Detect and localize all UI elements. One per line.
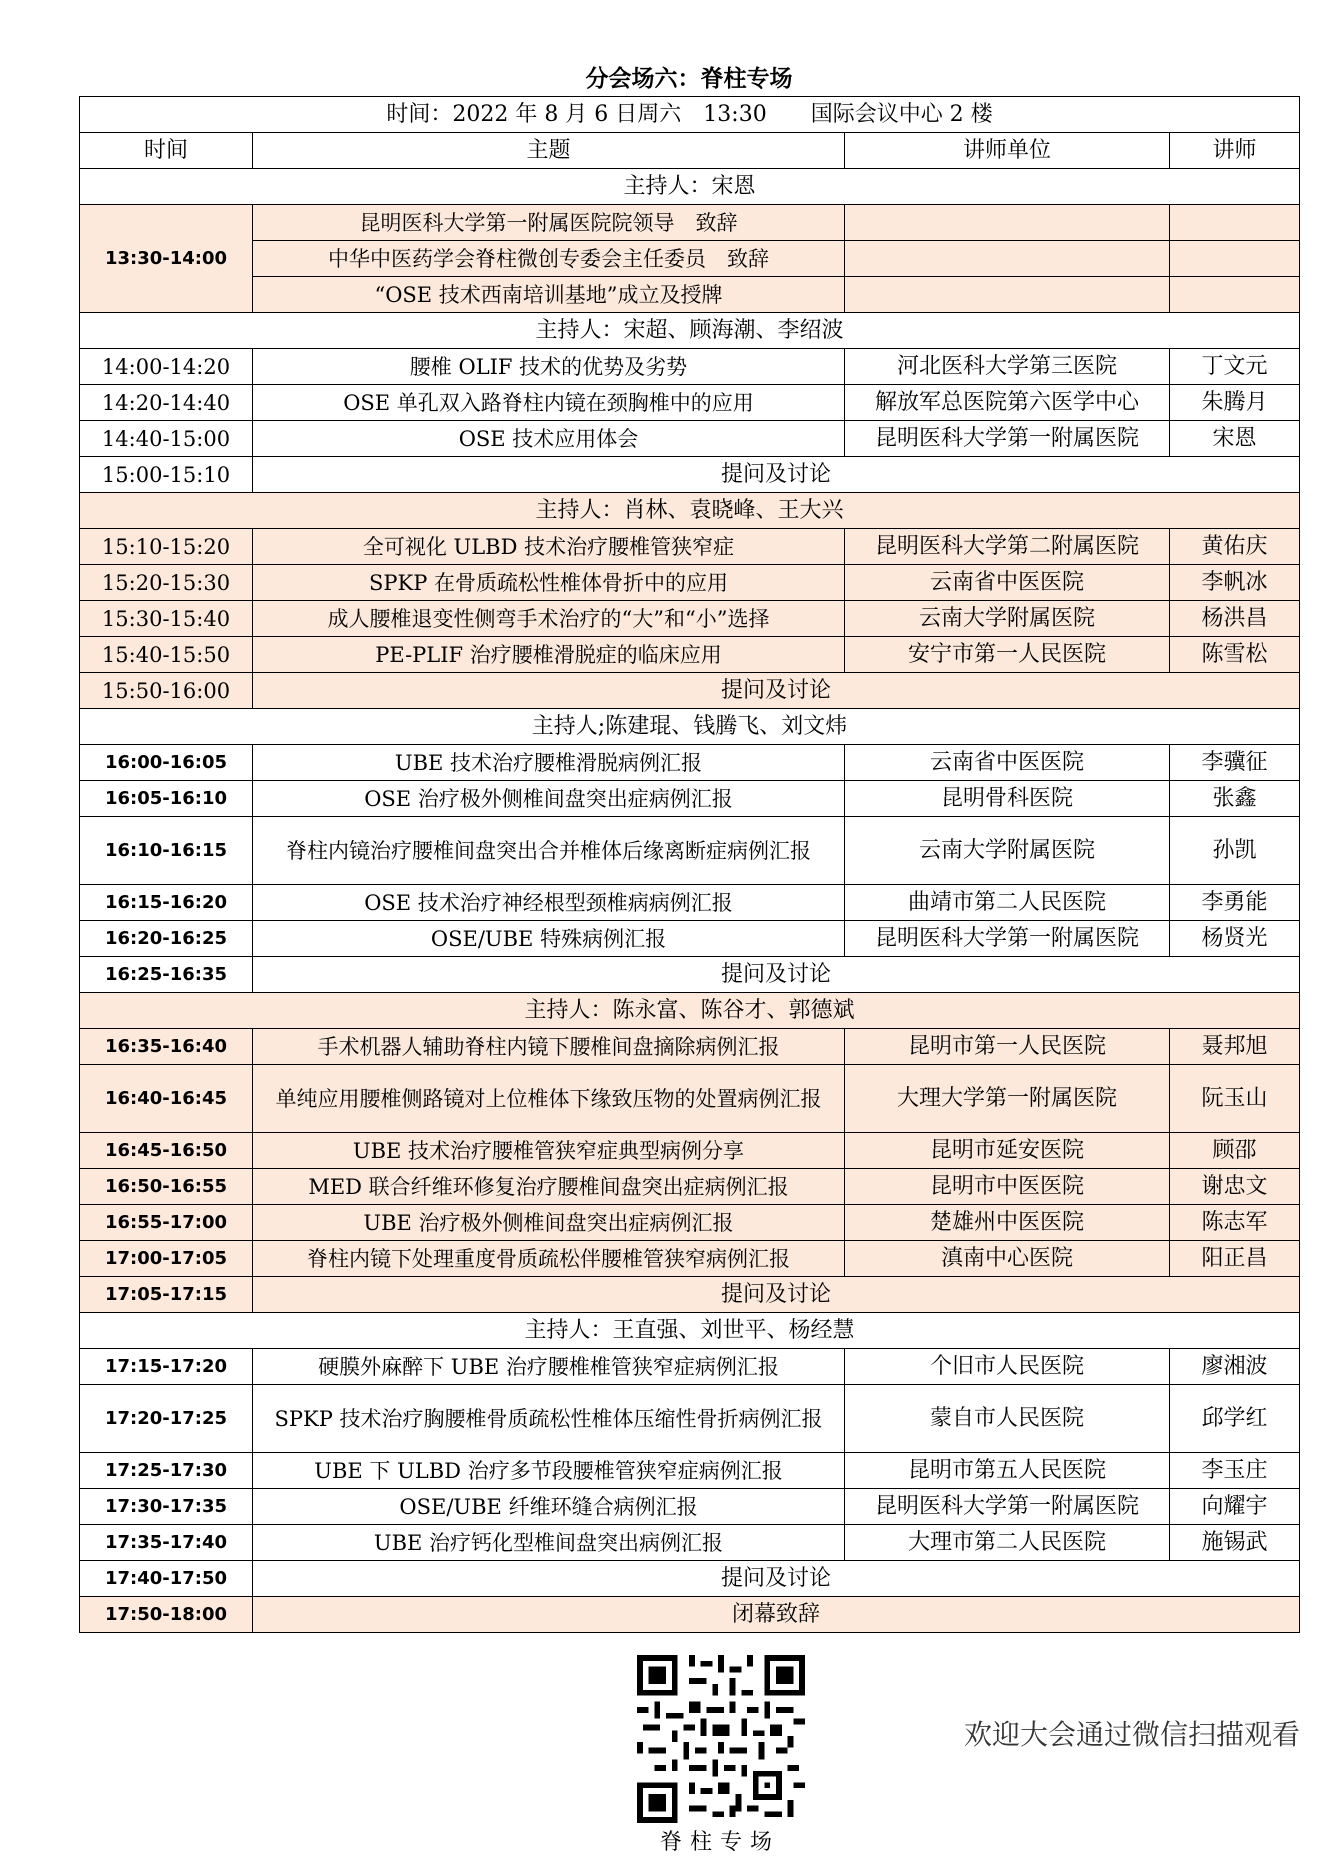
time-cell: 16:50-16:55 <box>80 1169 253 1205</box>
table-row <box>80 1169 1300 1205</box>
unit-cell: 云南大学附属医院 <box>845 601 1170 637</box>
speaker-cell: 李勇能 <box>1170 885 1300 921</box>
topic-cell: 硬膜外麻醉下 UBE 治疗腰椎椎管狭窄症病例汇报 <box>253 1349 845 1385</box>
time-cell: 16:00-16:05 <box>80 745 253 781</box>
header-speaker: 讲师 <box>1170 133 1300 169</box>
schedule-table <box>79 96 1300 1633</box>
discussion-cell: 提问及讨论 <box>253 1277 1300 1313</box>
table-row <box>80 1385 1300 1453</box>
topic-cell: OSE 单孔双入路脊柱内镜在颈胸椎中的应用 <box>253 385 845 421</box>
time-cell: 15:20-15:30 <box>80 565 253 601</box>
unit-cell: 安宁市第一人民医院 <box>845 637 1170 673</box>
topic-cell: 成人腰椎退变性侧弯手术治疗的“大”和“小”选择 <box>253 601 845 637</box>
time-cell: 16:05-16:10 <box>80 781 253 817</box>
speaker-cell <box>1170 277 1300 313</box>
table-row <box>80 781 1300 817</box>
discussion-row <box>80 957 1300 993</box>
discussion-cell: 提问及讨论 <box>253 457 1300 493</box>
welcome-text: 欢迎大会通过微信扫描观看 <box>963 1718 1300 1751</box>
discussion-cell: 提问及讨论 <box>253 957 1300 993</box>
unit-cell: 云南省中医医院 <box>845 745 1170 781</box>
time-cell: 16:55-17:00 <box>80 1205 253 1241</box>
unit-cell: 昆明市第一人民医院 <box>845 1029 1170 1065</box>
host-row: 主持人：王直强、刘世平、杨经慧 <box>80 1313 1300 1349</box>
speaker-cell: 谢忠文 <box>1170 1169 1300 1205</box>
speaker-cell: 杨贤光 <box>1170 921 1300 957</box>
discussion-row <box>80 1277 1300 1313</box>
time-cell: 14:40-15:00 <box>80 421 253 457</box>
host-row: 主持人：宋超、顾海潮、李绍波 <box>80 313 1300 349</box>
time-cell: 17:30-17:35 <box>80 1489 253 1525</box>
unit-cell: 昆明市延安医院 <box>845 1133 1170 1169</box>
time-cell: 16:10-16:15 <box>80 817 253 885</box>
unit-cell: 昆明市中医医院 <box>845 1169 1170 1205</box>
time-cell: 16:20-16:25 <box>80 921 253 957</box>
speaker-cell: 李帆冰 <box>1170 565 1300 601</box>
table-row <box>80 601 1300 637</box>
unit-cell: 大理市第二人民医院 <box>845 1525 1170 1561</box>
topic-cell: OSE/UBE 纤维环缝合病例汇报 <box>253 1489 845 1525</box>
time-cell: 16:40-16:45 <box>80 1065 253 1133</box>
unit-cell <box>845 241 1170 277</box>
time-cell: 17:15-17:20 <box>80 1349 253 1385</box>
speaker-cell: 向耀宇 <box>1170 1489 1300 1525</box>
qr-code-icon[interactable] <box>637 1655 805 1823</box>
discussion-cell: 提问及讨论 <box>253 673 1300 709</box>
table-row <box>80 349 1300 385</box>
topic-cell: 单纯应用腰椎侧路镜对上位椎体下缘致压物的处置病例汇报 <box>253 1065 845 1133</box>
table-row <box>80 1133 1300 1169</box>
topic-cell: UBE 治疗钙化型椎间盘突出病例汇报 <box>253 1525 845 1561</box>
session-info: 时间：2022 年 8 月 6 日周六 13:30 国际会议中心 2 楼 <box>80 97 1300 133</box>
topic-cell: “OSE 技术西南培训基地”成立及授牌 <box>253 277 845 313</box>
time-cell: 17:40-17:50 <box>80 1561 253 1597</box>
speaker-cell: 张鑫 <box>1170 781 1300 817</box>
unit-cell: 河北医科大学第三医院 <box>845 349 1170 385</box>
topic-cell: SPKP 技术治疗胸腰椎骨质疏松性椎体压缩性骨折病例汇报 <box>253 1385 845 1453</box>
closing-row <box>80 1597 1300 1633</box>
time-cell: 17:00-17:05 <box>80 1241 253 1277</box>
table-row <box>80 1065 1300 1133</box>
time-cell: 17:05-17:15 <box>80 1277 253 1313</box>
speaker-cell: 廖湘波 <box>1170 1349 1300 1385</box>
topic-cell: UBE 下 ULBD 治疗多节段腰椎管狭窄症病例汇报 <box>253 1453 845 1489</box>
unit-cell: 滇南中心医院 <box>845 1241 1170 1277</box>
topic-cell: 中华中医药学会脊柱微创专委会主任委员 致辞 <box>253 241 845 277</box>
unit-cell: 昆明医科大学第一附属医院 <box>845 1489 1170 1525</box>
table-row <box>80 921 1300 957</box>
time-cell: 14:20-14:40 <box>80 385 253 421</box>
table-row <box>80 1525 1300 1561</box>
speaker-cell: 陈雪松 <box>1170 637 1300 673</box>
host-row: 主持人：陈永富、陈谷才、郭德斌 <box>80 993 1300 1029</box>
header-unit: 讲师单位 <box>845 133 1170 169</box>
topic-cell: OSE/UBE 特殊病例汇报 <box>253 921 845 957</box>
topic-cell: OSE 治疗极外侧椎间盘突出症病例汇报 <box>253 781 845 817</box>
speaker-cell <box>1170 205 1300 241</box>
table-row <box>80 529 1300 565</box>
table-row <box>80 1489 1300 1525</box>
speaker-cell: 朱腾月 <box>1170 385 1300 421</box>
host-row: 主持人：肖林、袁晓峰、王大兴 <box>80 493 1300 529</box>
unit-cell: 昆明市第五人民医院 <box>845 1453 1170 1489</box>
topic-cell: 脊柱内镜下处理重度骨质疏松伴腰椎管狭窄病例汇报 <box>253 1241 845 1277</box>
unit-cell: 昆明医科大学第二附属医院 <box>845 529 1170 565</box>
time-cell: 15:40-15:50 <box>80 637 253 673</box>
unit-cell: 楚雄州中医医院 <box>845 1205 1170 1241</box>
host-row: 主持人;陈建琨、钱腾飞、刘文炜 <box>80 709 1300 745</box>
speaker-cell: 施锡武 <box>1170 1525 1300 1561</box>
unit-cell: 个旧市人民医院 <box>845 1349 1170 1385</box>
topic-cell: UBE 技术治疗腰椎管狭窄症典型病例分享 <box>253 1133 845 1169</box>
speaker-cell: 聂邦旭 <box>1170 1029 1300 1065</box>
host-row: 主持人：宋恩 <box>80 169 1300 205</box>
topic-cell: 全可视化 ULBD 技术治疗腰椎管狭窄症 <box>253 529 845 565</box>
table-row <box>80 565 1300 601</box>
topic-cell: UBE 技术治疗腰椎滑脱病例汇报 <box>253 745 845 781</box>
time-cell: 16:25-16:35 <box>80 957 253 993</box>
speaker-cell: 顾邵 <box>1170 1133 1300 1169</box>
topic-cell: PE-PLIF 治疗腰椎滑脱症的临床应用 <box>253 637 845 673</box>
time-cell: 16:45-16:50 <box>80 1133 253 1169</box>
header-time: 时间 <box>80 133 253 169</box>
speaker-cell: 孙凯 <box>1170 817 1300 885</box>
time-cell: 15:30-15:40 <box>80 601 253 637</box>
speaker-cell: 陈志军 <box>1170 1205 1300 1241</box>
speaker-cell: 丁文元 <box>1170 349 1300 385</box>
topic-cell: 昆明医科大学第一附属医院院领导 致辞 <box>253 205 845 241</box>
table-row <box>80 1029 1300 1065</box>
closing-cell: 闭幕致辞 <box>253 1597 1300 1633</box>
header-topic: 主题 <box>253 133 845 169</box>
discussion-row <box>80 1561 1300 1597</box>
unit-cell <box>845 205 1170 241</box>
table-row <box>80 1453 1300 1489</box>
time-cell: 17:25-17:30 <box>80 1453 253 1489</box>
speaker-cell: 邱学红 <box>1170 1385 1300 1453</box>
unit-cell: 云南省中医医院 <box>845 565 1170 601</box>
unit-cell: 大理大学第一附属医院 <box>845 1065 1170 1133</box>
unit-cell <box>845 277 1170 313</box>
discussion-row <box>80 457 1300 493</box>
unit-cell: 解放军总医院第六医学中心 <box>845 385 1170 421</box>
topic-cell: 腰椎 OLIF 技术的优势及劣势 <box>253 349 845 385</box>
time-cell: 14:00-14:20 <box>80 349 253 385</box>
speaker-cell: 李骥征 <box>1170 745 1300 781</box>
topic-cell: OSE 技术治疗神经根型颈椎病病例汇报 <box>253 885 845 921</box>
time-cell: 17:35-17:40 <box>80 1525 253 1561</box>
unit-cell: 曲靖市第二人民医院 <box>845 885 1170 921</box>
table-row <box>80 817 1300 885</box>
table-row <box>80 1349 1300 1385</box>
speaker-cell: 阳正昌 <box>1170 1241 1300 1277</box>
unit-cell: 昆明医科大学第一附属医院 <box>845 921 1170 957</box>
time-cell: 15:00-15:10 <box>80 457 253 493</box>
table-row <box>80 1241 1300 1277</box>
table-row <box>80 637 1300 673</box>
table-row <box>80 1205 1300 1241</box>
topic-cell: MED 联合纤维环修复治疗腰椎间盘突出症病例汇报 <box>253 1169 845 1205</box>
discussion-cell: 提问及讨论 <box>253 1561 1300 1597</box>
time-cell: 15:10-15:20 <box>80 529 253 565</box>
page-title: 分会场六：脊柱专场 <box>585 65 793 92</box>
time-cell: 16:35-16:40 <box>80 1029 253 1065</box>
topic-cell: UBE 治疗极外侧椎间盘突出症病例汇报 <box>253 1205 845 1241</box>
time-cell: 17:20-17:25 <box>80 1385 253 1453</box>
speaker-cell: 黄佑庆 <box>1170 529 1300 565</box>
speaker-cell: 杨洪昌 <box>1170 601 1300 637</box>
speaker-cell: 李玉庄 <box>1170 1453 1300 1489</box>
time-cell: 17:50-18:00 <box>80 1597 253 1633</box>
qr-caption: 脊柱专场 <box>659 1830 780 1855</box>
discussion-row <box>80 673 1300 709</box>
unit-cell: 昆明骨科医院 <box>845 781 1170 817</box>
speaker-cell: 阮玉山 <box>1170 1065 1300 1133</box>
topic-cell: OSE 技术应用体会 <box>253 421 845 457</box>
time-cell: 15:50-16:00 <box>80 673 253 709</box>
table-row <box>80 885 1300 921</box>
table-row <box>80 745 1300 781</box>
speaker-cell <box>1170 241 1300 277</box>
unit-cell: 昆明医科大学第一附属医院 <box>845 421 1170 457</box>
topic-cell: 脊柱内镜治疗腰椎间盘突出合并椎体后缘离断症病例汇报 <box>253 817 845 885</box>
time-cell: 13:30-14:00 <box>80 205 253 313</box>
speaker-cell: 宋恩 <box>1170 421 1300 457</box>
unit-cell: 蒙自市人民医院 <box>845 1385 1170 1453</box>
topic-cell: SPKP 在骨质疏松性椎体骨折中的应用 <box>253 565 845 601</box>
time-cell: 16:15-16:20 <box>80 885 253 921</box>
table-row <box>80 421 1300 457</box>
topic-cell: 手术机器人辅助脊柱内镜下腰椎间盘摘除病例汇报 <box>253 1029 845 1065</box>
table-row <box>80 385 1300 421</box>
unit-cell: 云南大学附属医院 <box>845 817 1170 885</box>
